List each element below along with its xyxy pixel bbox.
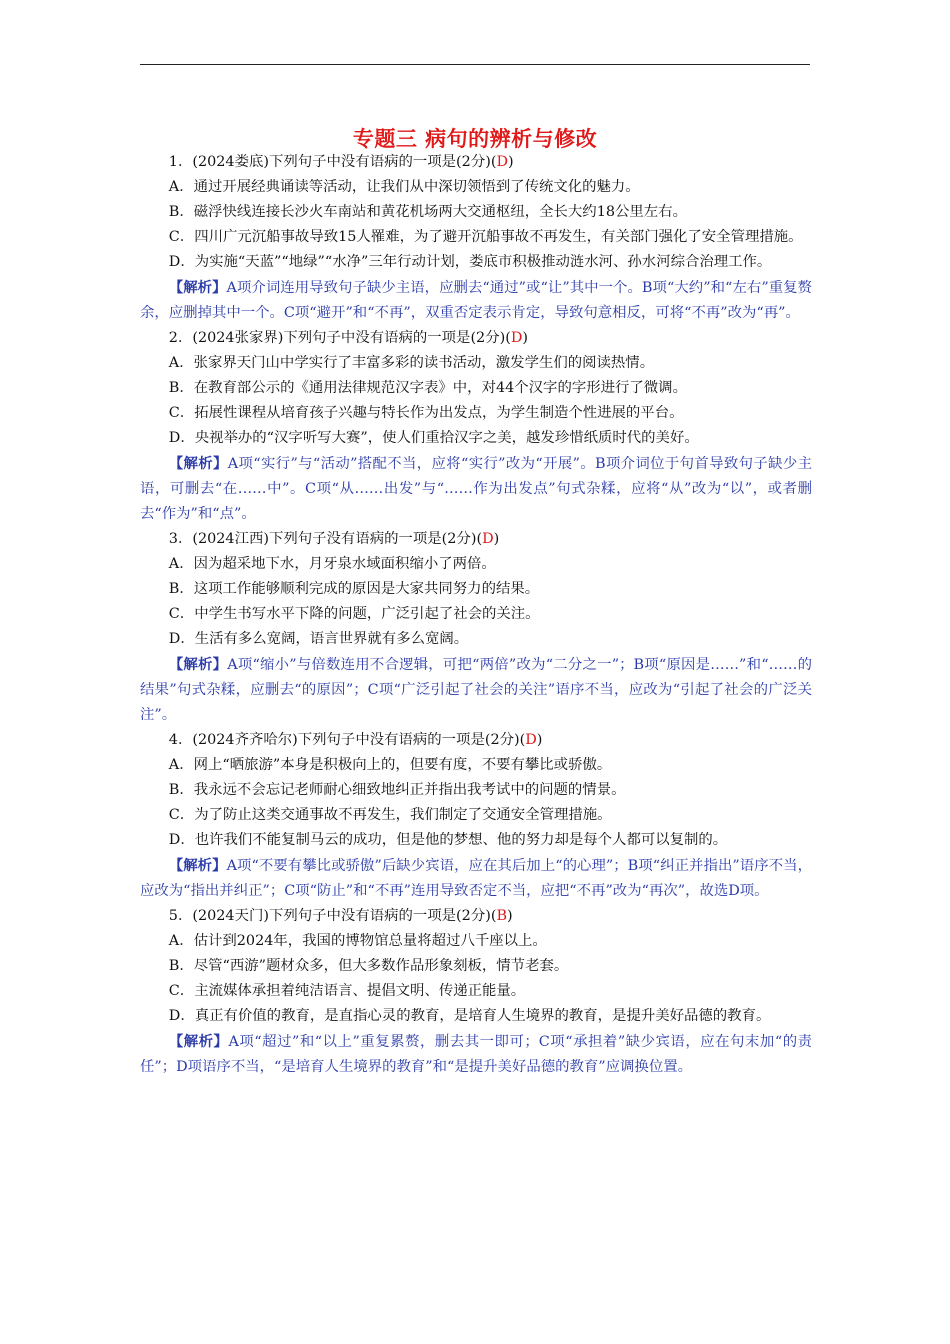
option: C．中学生书写水平下降的问题，广泛引起了社会的关注。 (168, 606, 540, 622)
question-stem: 4．(2024齐齐哈尔)下列句子中没有语病的一项是(2分)(D) (168, 732, 543, 748)
option: D．为实施“天蓝”“地绿”“水净”三年行动计划，娄底市积极推动涟水河、孙水河综合治理工作。 (168, 254, 772, 270)
option: A．通过开展经典诵读等活动，让我们从中深切领悟到了传统文化的魅力。 (168, 179, 640, 195)
option: D．央视举办的“汉字听写大赛”，使人们重拾汉字之美，越发珍惜纸质时代的美好。 (168, 430, 699, 446)
page-title: 专题三 病句的辨析与修改 (352, 126, 598, 151)
question-stem: 3．(2024江西)下列句子没有语病的一项是(2分)(D) (168, 531, 500, 547)
option: D．真正有价值的教育，是直指心灵的教育，是培育人生境界的教育，是提升美好品德的教育。 (168, 1008, 771, 1024)
option: B．磁浮快线连接长沙火车南站和黄花机场两大交通枢纽，全长大约18公里左右。 (168, 204, 687, 220)
answer: D (525, 732, 537, 748)
option: B．这项工作能够顺利完成的原因是大家共同努力的结果。 (168, 581, 540, 597)
option: C．主流媒体承担着纯洁语言、提倡文明、传递正能量。 (168, 983, 526, 999)
option: B．我永远不会忘记老师耐心细致地纠正并指出我考试中的问题的情景。 (168, 782, 626, 798)
option: C．四川广元沉船事故导致15人罹难，为了避开沉船事故不再发生，有关部门强化了安全管理措施。 (168, 229, 803, 245)
question-stem: 5．(2024天门)下列句子中没有语病的一项是(2分)(B) (168, 908, 513, 924)
answer: D (510, 330, 523, 346)
analysis: 【解析】A项“超过”和“以上”重复累赘，删去其一即可；C项“承担着”缺少宾语，应在句末加“的责任”；D项语序不当，“是培育人生境界的教育”和“是提升美好品德的教育”应调换位置。 (140, 1033, 812, 1075)
answer: B (496, 908, 508, 924)
analysis: 【解析】A项“实行”与“活动”搭配不当，应将“实行”改为“开展”。B项介词位于句首导致句子缺少主语，可删去“在……中”。C项“从……出发”与“……作为出发点”句式杂糅，应将“从”改为“以”，或者删去“作为”和“点”。 (140, 455, 812, 522)
option: D．生活有多么宽阔，语言世界就有多么宽阔。 (168, 631, 469, 647)
header-rule (140, 64, 810, 65)
option: B．在教育部公示的《通用法律规范汉字表》中，对44个汉字的字形进行了微调。 (168, 380, 687, 396)
analysis: 【解析】A项介词连用导致句子缺少主语，应删去“通过”或“让”其中一个。B项“大约”和“左右”重复赘余，应删掉其中一个。C项“避开”和“不再”，双重否定表示肯定，导致句意相反，可将“不再”改为“再”。 (140, 279, 812, 321)
question-stem: 1．(2024娄底)下列句子中没有语病的一项是(2分)(D) (168, 154, 514, 170)
answer: D (496, 154, 508, 170)
option: B．尽管“西游”题材众多，但大多数作品形象刻板，情节老套。 (168, 958, 569, 974)
option: D．也许我们不能复制马云的成功，但是他的梦想、他的努力却是每个人都可以复制的。 (168, 832, 728, 848)
answer: D (482, 531, 494, 547)
option: C．拓展性课程从培育孩子兴趣与特长作为出发点，为学生制造个性进展的平台。 (168, 405, 684, 421)
option: A．因为超采地下水，月牙泉水域面积缩小了两倍。 (168, 556, 496, 572)
question-stem: 2．(2024张家界)下列句子中没有语病的一项是(2分)(D) (168, 330, 529, 346)
analysis: 【解析】A项“不要有攀比或骄傲”后缺少宾语，应在其后加上“的心理”；B项“纠正并指出”语序不当，应改为“指出并纠正”；C项“防止”和“不再”连用导致否定不当，应把“不再”改为“再次”，故选D项。 (140, 857, 812, 899)
option: A．估计到2024年，我国的博物馆总量将超过八千座以上。 (168, 933, 547, 949)
document-body (140, 150, 812, 1080)
option: A．网上“晒旅游”本身是积极向上的，但要有度，不要有攀比或骄傲。 (168, 757, 612, 773)
option: C．为了防止这类交通事故不再发生，我们制定了交通安全管理措施。 (168, 807, 612, 823)
option: A．张家界天门山中学实行了丰富多彩的读书活动，激发学生们的阅读热情。 (168, 355, 655, 371)
analysis: 【解析】A项“缩小”与倍数连用不合逻辑，可把“两倍”改为“二分之一”；B项“原因是……”和“……的结果”句式杂糅，应删去“的原因”；C项“广泛引起了社会的关注”语序不当，应改为“引起了社会的广泛关注”。 (140, 656, 812, 723)
